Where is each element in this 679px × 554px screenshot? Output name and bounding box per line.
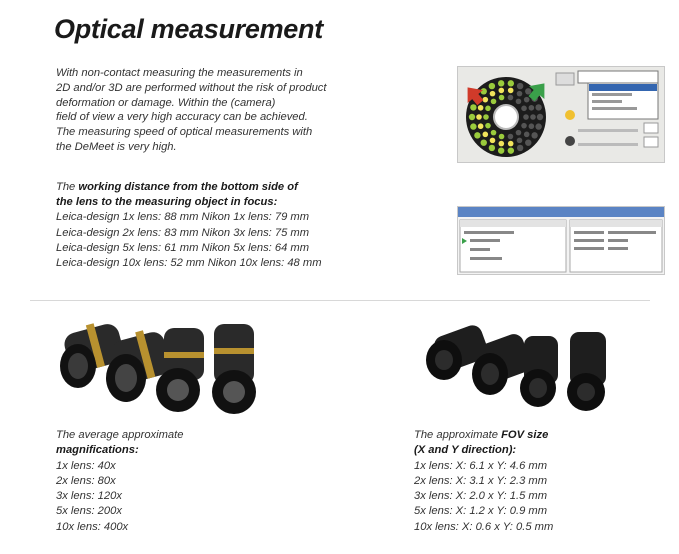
led-dot — [516, 130, 522, 136]
led-dot — [485, 106, 491, 112]
led-dot — [498, 80, 504, 86]
mag-row: 2x lens: 80x — [56, 474, 116, 487]
fov-heading: FOV size — [501, 429, 549, 441]
wd-row: Leica-design 10x lens: 52 mm Nikon 10x lens: 48 mm — [56, 257, 322, 270]
led-dot — [508, 80, 514, 86]
led-dot — [521, 106, 527, 112]
light-setup-illustration — [458, 207, 664, 274]
led-dot — [476, 114, 482, 120]
led-dot — [529, 123, 535, 129]
mag-heading: magnifications: — [56, 444, 139, 457]
led-dot — [470, 123, 476, 129]
led-dot — [499, 88, 505, 94]
intro-line: The measuring speed of optical measurements with — [56, 126, 313, 139]
led-dot — [524, 97, 530, 103]
led-dot — [535, 123, 541, 129]
wd-heading-line1: working distance from the bottom side of — [78, 181, 298, 193]
light-setup-screenshot — [457, 206, 665, 275]
led-dot — [499, 141, 505, 147]
fov-heading-line2: (X and Y direction): — [414, 444, 517, 457]
mag-row: 3x lens: 120x — [56, 490, 122, 503]
lens-icon — [520, 336, 558, 407]
led-dot — [508, 141, 514, 147]
led-dot — [508, 95, 514, 101]
mag-row: 1x lens: 40x — [56, 459, 116, 472]
ring-light-screenshot — [457, 66, 665, 163]
lens-icon — [212, 324, 256, 414]
led-dot — [499, 95, 505, 101]
led-dot — [517, 91, 523, 97]
page-title: Optical measurement — [54, 14, 323, 44]
led-dot — [537, 114, 543, 120]
led-dot — [516, 99, 522, 105]
led-dot — [490, 91, 496, 97]
led-dot — [489, 83, 495, 89]
fov-row: 3x lens: X: 2.0 x Y: 1.5 mm — [414, 490, 548, 503]
mag-row: 5x lens: 200x — [56, 505, 122, 518]
led-dot — [469, 114, 475, 120]
wd-row: Leica-design 2x lens: 83 mm Nikon 3x lens: 75 mm — [56, 226, 310, 239]
led-dot — [483, 132, 489, 138]
led-dot — [529, 105, 535, 111]
intro-line: With non-contact measuring the measurements in — [56, 67, 303, 79]
wd-row: Leica-design 1x lens: 88 mm Nikon 1x lens: 79 mm — [56, 211, 310, 224]
fov-row: 2x lens: X: 3.1 x Y: 2.3 mm — [414, 474, 548, 487]
led-dot — [483, 97, 489, 103]
nikon-lenses-photo — [416, 322, 616, 414]
led-dot — [525, 88, 531, 94]
led-dot — [491, 130, 497, 136]
led-dot — [523, 114, 529, 120]
led-dot — [470, 104, 476, 110]
wd-heading-line2: the lens to the measuring object in focus: — [56, 196, 278, 209]
led-dot — [491, 99, 497, 105]
working-distance-section — [56, 180, 436, 271]
wd-prefix: The — [56, 181, 79, 193]
mag-row: 10x lens: 400x — [56, 520, 129, 533]
led-dot — [535, 104, 541, 110]
led-dot — [508, 134, 514, 140]
led-dot — [517, 83, 523, 89]
magnifications-section — [56, 428, 316, 535]
fov-row: 10x lens: X: 0.6 x Y: 0.5 mm — [414, 520, 554, 533]
led-dot — [485, 123, 491, 129]
intro-line: the DeMeet is very high. — [56, 140, 177, 153]
section-divider — [30, 300, 650, 301]
intro-line: field of view a very high accuracy can be achieved. — [56, 111, 308, 124]
fov-section — [414, 428, 664, 535]
led-dot — [490, 138, 496, 144]
intro-line: deformation or damage. Within the (camera) — [56, 96, 276, 109]
led-dot — [517, 138, 523, 144]
led-dot — [517, 145, 523, 151]
led-dot — [508, 88, 514, 94]
led-dot — [478, 105, 484, 111]
fov-row: 5x lens: X: 1.2 x Y: 0.9 mm — [414, 505, 548, 518]
leica-lenses-photo — [52, 318, 274, 418]
led-dot — [498, 147, 504, 153]
lens-icon — [567, 332, 606, 411]
led-dot — [531, 132, 537, 138]
led-dot — [478, 123, 484, 129]
ring-light-illustration — [458, 67, 664, 162]
mag-intro: The average approximate — [56, 429, 184, 441]
intro-paragraph — [56, 66, 426, 155]
led-dot — [483, 114, 489, 120]
intro-line: 2D and/or 3D are performed without the risk of product — [56, 81, 327, 94]
led-dot — [499, 134, 505, 140]
led-dot — [489, 145, 495, 151]
led-dot — [521, 123, 527, 129]
wd-row: Leica-design 5x lens: 61 mm Nikon 5x lens: 64 mm — [56, 241, 310, 254]
fov-prefix: The approximate — [414, 429, 502, 441]
led-dot — [481, 139, 487, 145]
led-dot — [508, 147, 514, 153]
led-dot — [525, 139, 531, 145]
led-dot — [474, 132, 480, 138]
led-dot — [524, 132, 530, 138]
fov-row: 1x lens: X: 6.1 x Y: 4.6 mm — [414, 459, 548, 472]
led-dot — [530, 114, 536, 120]
